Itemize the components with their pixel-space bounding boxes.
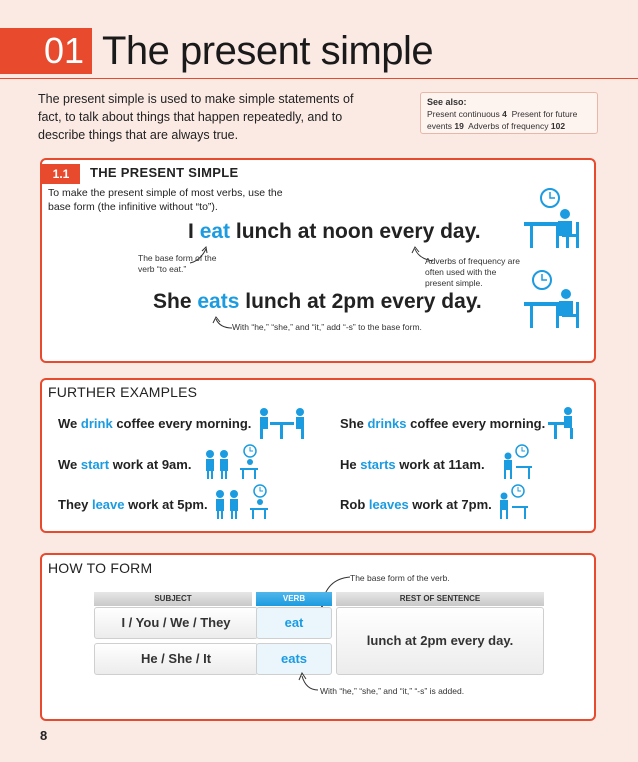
column-header-rest: REST OF SENTENCE (336, 592, 544, 606)
title-divider (0, 78, 638, 79)
intro-text: The present simple is used to make simple statements of fact, to talk about things that happen repeatedly, and to describe things that are always true. (38, 92, 354, 142)
chapter-number: 01 (0, 28, 92, 74)
example-item: Rob leaves work at 7pm. (340, 497, 492, 512)
column-header-subject: SUBJECT (94, 592, 252, 606)
further-examples-title: FURTHER EXAMPLES (48, 384, 198, 400)
section-description: To make the present simple of most verbs, use the base form (the infinitive without “to”). (48, 187, 283, 213)
verb-cell: eat (256, 607, 332, 639)
see-also-line-1 (427, 108, 591, 120)
see-also-line-2 (427, 120, 591, 132)
commuters-desk-clock-icon (214, 484, 270, 520)
see-also-ref[interactable]: Present for future (511, 109, 578, 119)
coffee-table-people-icon (258, 406, 306, 440)
see-also-box (420, 92, 598, 134)
annotation-s-added: With “he,” “she,” and “it,” “-s” is added. (320, 686, 465, 696)
column-header-verb: VERB (256, 592, 332, 606)
see-also-heading: See also: (427, 97, 467, 107)
arrow-icon (212, 316, 234, 332)
page-number: 8 (40, 728, 48, 743)
arrow-icon (405, 245, 435, 265)
sentence-verb: eats (197, 290, 240, 313)
example-item: We start work at 9am. (58, 457, 192, 472)
sentence-subject: She (153, 290, 192, 313)
annotation-base-form: The base form of the verb “to eat.” (138, 253, 217, 274)
see-also-ref-number: 4 (502, 109, 507, 119)
commuters-desk-clock-icon (204, 444, 260, 480)
subject-cell: I / You / We / They (94, 607, 258, 639)
woman-eating-clock-icon (522, 270, 584, 332)
example-item: They leave work at 5pm. (58, 497, 208, 512)
man-desk-clock-icon (500, 444, 534, 480)
annotation-add-s: With “he,” “she,” and “it,” add “-s” to the base form. (232, 322, 422, 332)
woman-coffee-table-icon (546, 406, 576, 440)
see-also-ref[interactable]: Adverbs of frequency (468, 121, 549, 131)
rest-of-sentence-cell: lunch at 2pm every day. (336, 607, 544, 675)
section-title: THE PRESENT SIMPLE (90, 165, 239, 180)
see-also-ref-number: 19 (454, 121, 464, 131)
see-also-ref[interactable]: events (427, 121, 453, 131)
man-desk-clock-icon (496, 484, 530, 520)
see-also-ref[interactable]: Present continuous (427, 109, 500, 119)
subject-cell: He / She / It (94, 643, 258, 675)
annotation-base-form-verb: The base form of the verb. (350, 573, 450, 583)
arrow-icon (298, 672, 320, 694)
sentence-verb: eat (199, 220, 231, 243)
man-eating-clock-icon (522, 188, 584, 250)
example-item: We drink coffee every morning. (58, 416, 252, 431)
page-title: The present simple (102, 29, 434, 73)
sentence-rest: lunch at 2pm every day. (245, 290, 482, 313)
annotation-adverbs: Adverbs of frequency are often used with the present simple. (425, 256, 520, 288)
example-sentence-1 (188, 220, 481, 244)
sentence-subject: I (188, 220, 194, 243)
example-item: He starts work at 11am. (340, 457, 485, 472)
see-also-ref-number: 102 (550, 121, 566, 131)
section-number: 1.1 (42, 164, 80, 184)
verb-cell: eats (256, 643, 332, 675)
arrow-icon (188, 245, 218, 265)
example-item: She drinks coffee every morning. (340, 416, 546, 431)
how-to-form-title: HOW TO FORM (48, 560, 153, 576)
example-sentence-2 (153, 290, 482, 314)
sentence-rest: lunch at noon every day. (235, 220, 481, 243)
